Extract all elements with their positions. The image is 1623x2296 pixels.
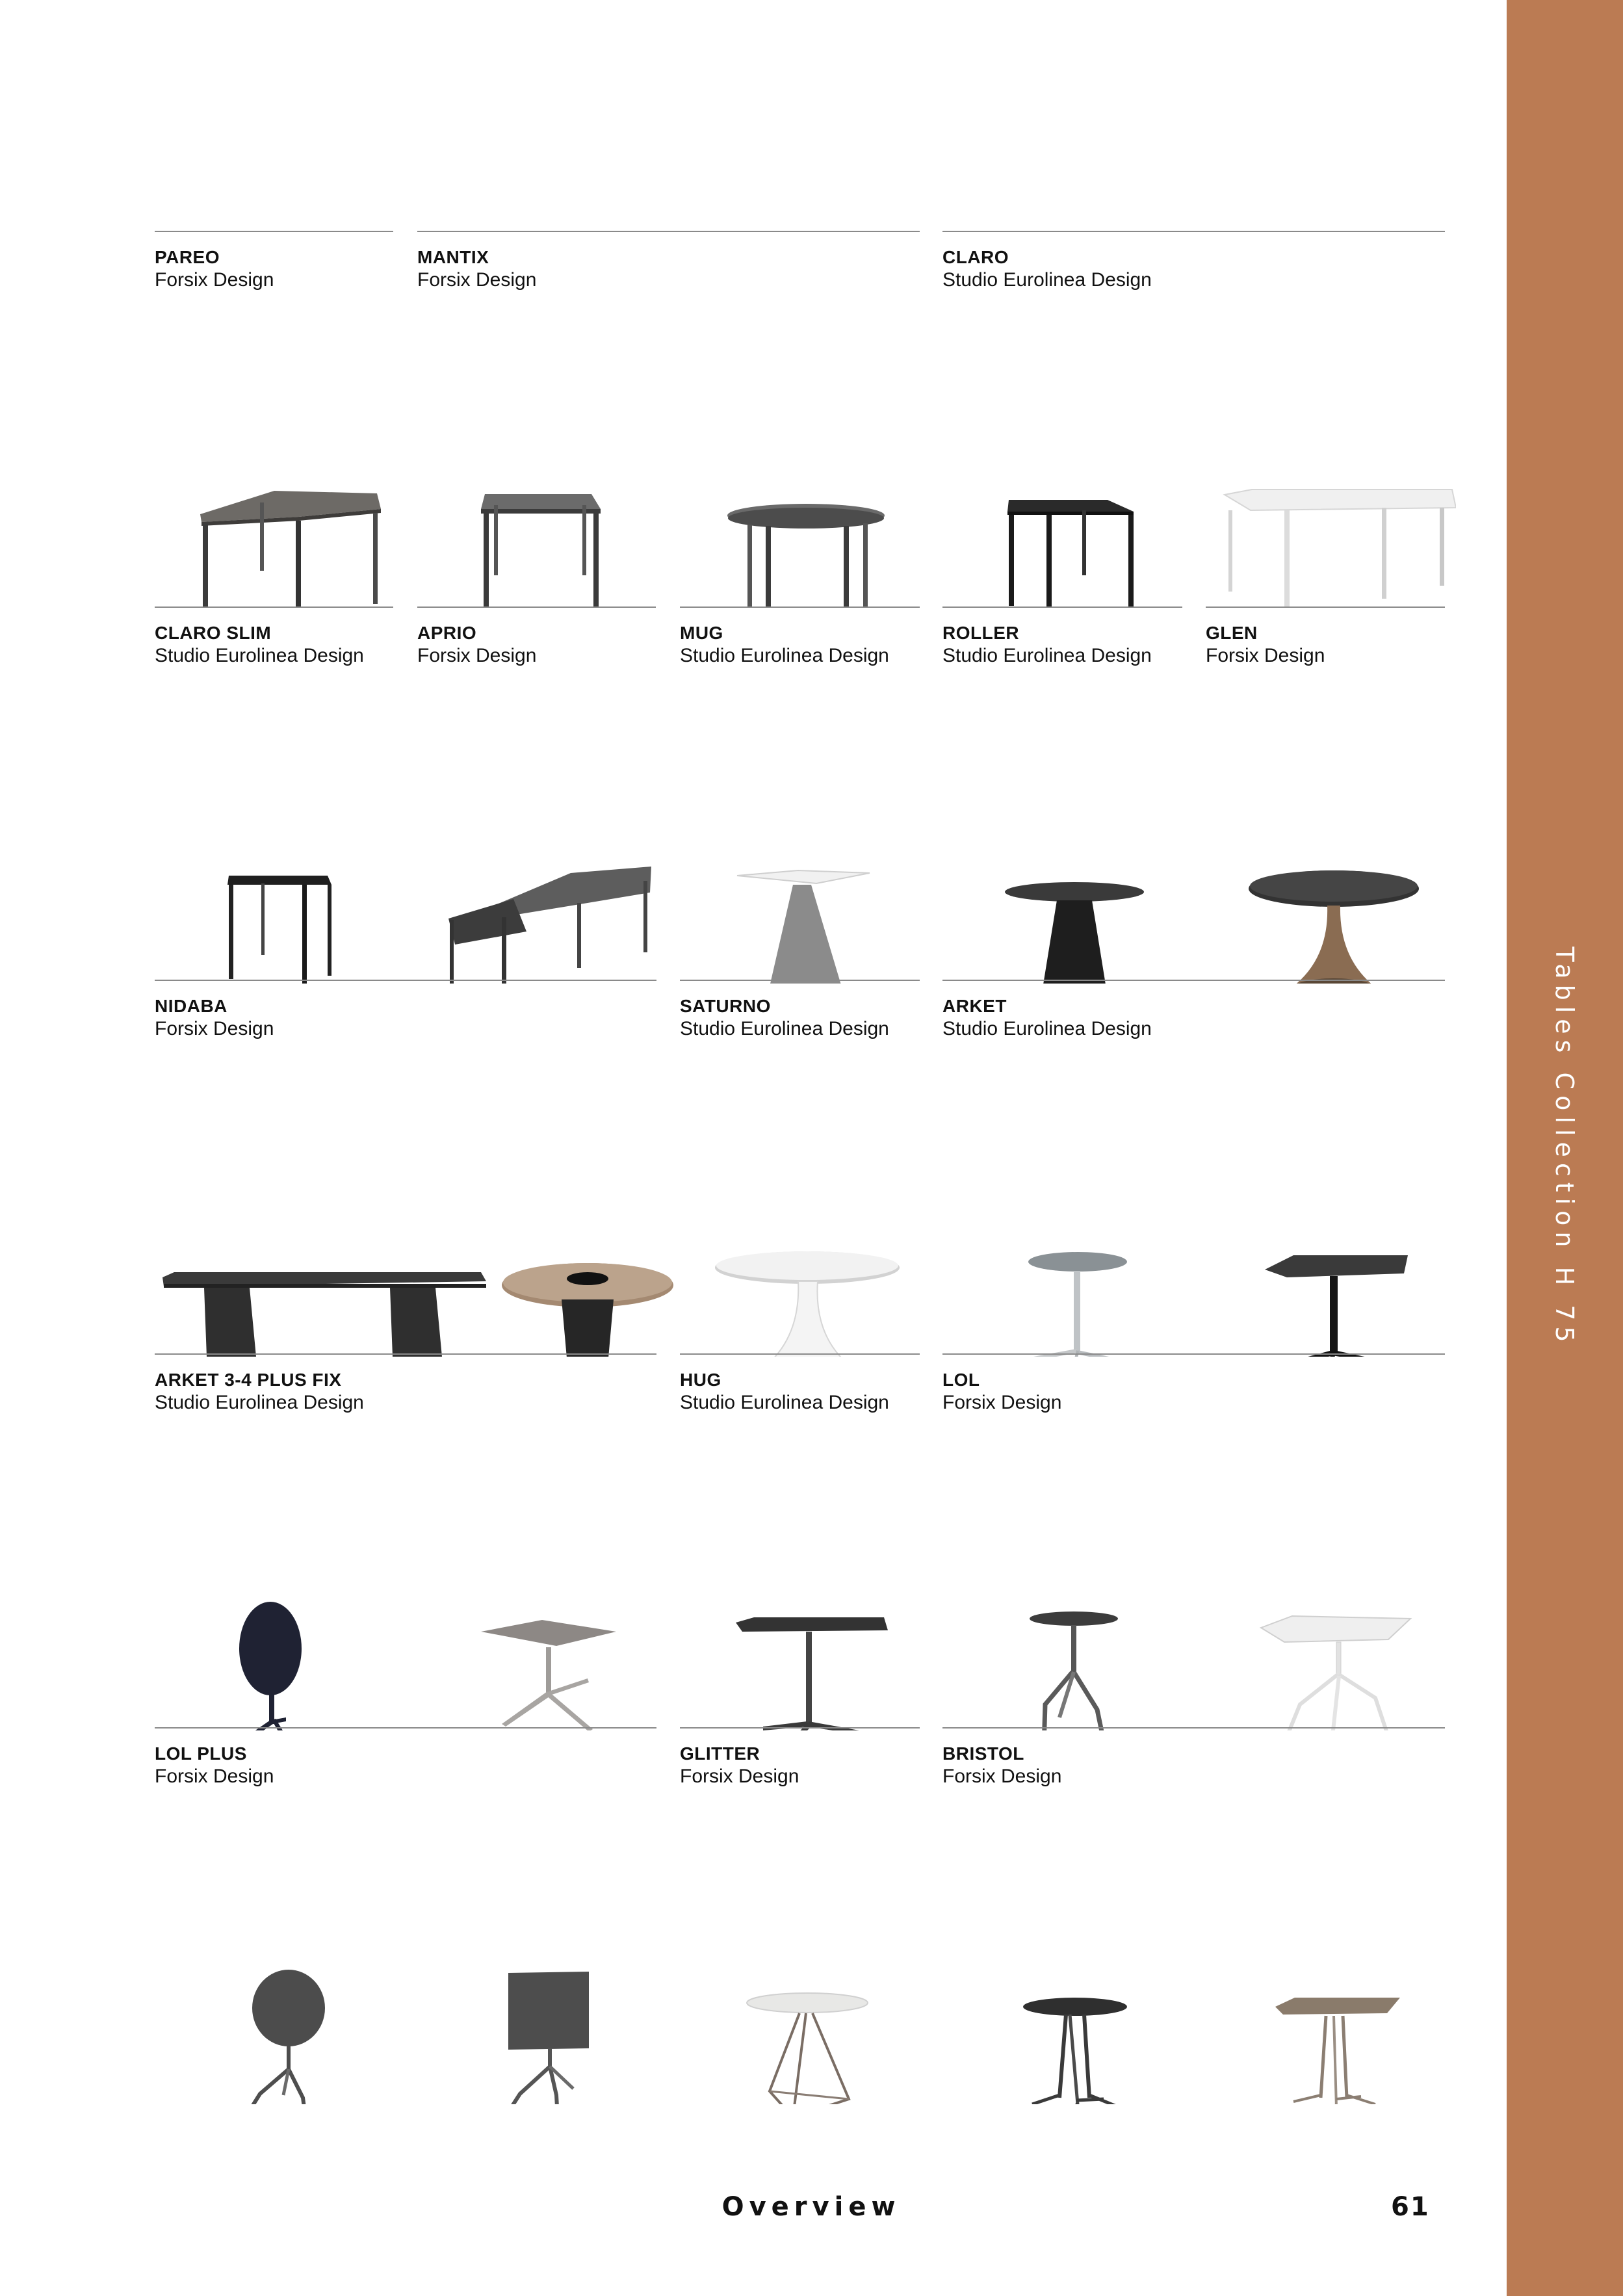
product-designer: Studio Eurolinea Design (680, 1018, 889, 1039)
product-designer: Studio Eurolinea Design (942, 269, 1152, 291)
lol-plus-folding-square-table-image (429, 1831, 663, 2104)
product-label-arket-3-4-plus-fix (155, 1353, 656, 1415)
product-name: CLARO SLIM (155, 623, 272, 643)
divider (680, 1727, 920, 1729)
claro-slim-table-image (169, 711, 403, 984)
product-label-aprio (417, 607, 656, 668)
product-name: LOL (942, 1370, 980, 1390)
product-designer: Forsix Design (417, 645, 537, 666)
product-name: BRISTOL (942, 1743, 1024, 1764)
bristol-square-table-image (1222, 1831, 1456, 2104)
product-label-bristol (942, 1727, 1445, 1788)
lol-plus-folding-round-table-image (169, 1831, 403, 2104)
aprio-extending-table-image (429, 711, 663, 984)
glitter-table-image (695, 1831, 929, 2104)
product-label-hug (680, 1353, 920, 1415)
product-designer: Forsix Design (942, 1392, 1062, 1413)
product-designer: Forsix Design (155, 1018, 274, 1039)
product-name: APRIO (417, 623, 477, 643)
product-designer: Studio Eurolinea Design (942, 1018, 1152, 1039)
product-designer: Studio Eurolinea Design (155, 1392, 364, 1413)
product-name: MUG (680, 623, 723, 643)
pareo-table-image (169, 335, 403, 608)
product-label-lol (942, 1353, 1445, 1415)
product-name: NIDABA (155, 996, 227, 1016)
product-name: GLEN (1206, 623, 1258, 643)
product-designer: Studio Eurolinea Design (680, 1392, 889, 1413)
product-designer: Forsix Design (1206, 645, 1325, 666)
product-label-mug (680, 607, 920, 668)
divider (680, 980, 920, 981)
product-label-mantix (417, 231, 920, 292)
divider (680, 1353, 920, 1355)
product-designer: Studio Eurolinea Design (155, 645, 364, 666)
hug-table-image (695, 1457, 929, 1730)
divider (155, 607, 393, 608)
divider (155, 1353, 656, 1355)
arket-round-table-image (962, 1084, 1196, 1357)
roller-table-image (962, 711, 1196, 984)
product-label-pareo (155, 231, 393, 292)
product-designer: Forsix Design (155, 1766, 274, 1787)
product-label-glen (1206, 607, 1445, 668)
product-name: LOL PLUS (155, 1743, 247, 1764)
product-name: ROLLER (942, 623, 1020, 643)
divider (942, 980, 1445, 981)
mug-table-image (695, 711, 929, 984)
product-designer: Forsix Design (680, 1766, 799, 1787)
saturno-table-image (695, 1084, 929, 1357)
product-name: HUG (680, 1370, 721, 1390)
divider (942, 607, 1182, 608)
divider (942, 231, 1445, 232)
product-label-nidaba (155, 980, 656, 1041)
claro-rectangular-table-image (1222, 335, 1456, 608)
lol-square-table-image (1222, 1457, 1456, 1730)
product-label-roller (942, 607, 1182, 668)
divider (155, 231, 393, 232)
divider (680, 607, 920, 608)
product-label-claro-slim (155, 607, 393, 668)
product-name: GLITTER (680, 1743, 760, 1764)
divider (1206, 607, 1445, 608)
product-name: MANTIX (417, 247, 489, 267)
product-label-arket (942, 980, 1445, 1041)
product-label-claro (942, 231, 1445, 292)
claro-square-table-image (962, 335, 1196, 608)
footer-section-title: Overview (721, 2192, 901, 2222)
side-title: Tables Collection H 75 (1550, 946, 1579, 1348)
product-designer: Studio Eurolinea Design (680, 645, 889, 666)
mantix-round-table-image (695, 335, 929, 608)
glen-table-image (1222, 711, 1456, 984)
mantix-square-table-image (429, 335, 663, 608)
divider (155, 980, 656, 981)
product-designer: Forsix Design (417, 269, 537, 291)
nidaba-round-table-image (494, 1084, 728, 1357)
product-label-glitter (680, 1727, 920, 1788)
product-label-saturno (680, 980, 920, 1041)
arket-folding-table-image (169, 1457, 403, 1730)
product-name: PAREO (155, 247, 220, 267)
product-label-lol-plus (155, 1727, 656, 1788)
divider (417, 231, 920, 232)
divider (942, 1353, 1445, 1355)
lol-round-table-image (962, 1457, 1196, 1730)
product-name: ARKET 3-4 PLUS FIX (155, 1370, 342, 1390)
product-name: ARKET (942, 996, 1007, 1016)
page-number: 61 (1391, 2192, 1430, 2222)
arket-4-table-image (429, 1457, 663, 1730)
product-name: SATURNO (680, 996, 771, 1016)
divider (155, 1727, 656, 1729)
product-designer: Forsix Design (942, 1766, 1062, 1787)
product-designer: Forsix Design (155, 269, 274, 291)
product-name: CLARO (942, 247, 1009, 267)
product-designer: Studio Eurolinea Design (942, 645, 1152, 666)
nidaba-long-table-image (156, 1084, 494, 1357)
divider (417, 607, 656, 608)
divider (942, 1727, 1445, 1729)
arket-square-table-image (1222, 1084, 1456, 1357)
bristol-round-table-image (962, 1831, 1196, 2104)
